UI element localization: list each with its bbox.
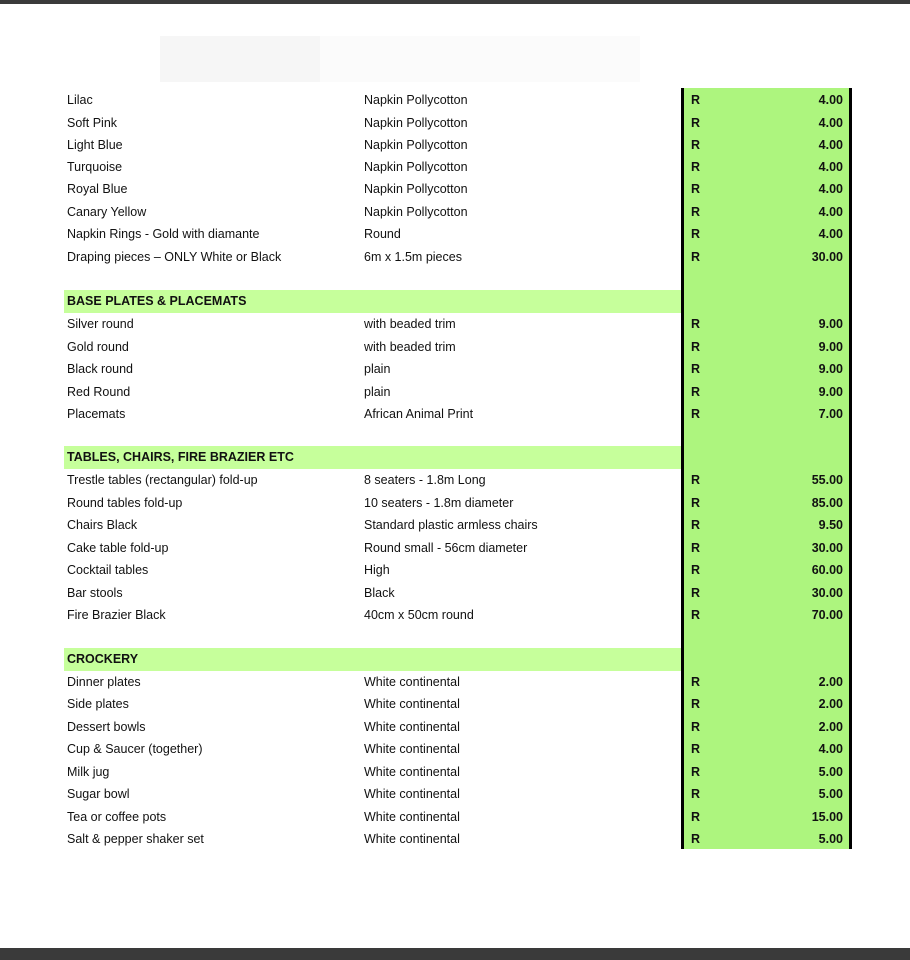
price-row — [0, 806, 910, 828]
price-row — [0, 89, 910, 111]
currency-symbol: R — [691, 608, 701, 622]
item-description: Round small - 56cm diameter — [364, 541, 528, 555]
item-name: Trestle tables (rectangular) fold-up — [67, 473, 258, 487]
currency-symbol: R — [691, 227, 701, 241]
item-description: Napkin Pollycotton — [364, 116, 468, 130]
price-row — [0, 604, 910, 626]
currency-symbol: R — [691, 205, 701, 219]
item-description: Round — [364, 227, 401, 241]
item-price: 4.00 — [818, 205, 843, 219]
currency-symbol: R — [691, 765, 701, 779]
price-row — [0, 112, 910, 134]
item-price: 70.00 — [811, 608, 843, 622]
item-description: Napkin Pollycotton — [364, 93, 468, 107]
currency-symbol: R — [691, 473, 701, 487]
currency-symbol: R — [691, 518, 701, 532]
item-price: 4.00 — [818, 138, 843, 152]
price-row — [0, 156, 910, 178]
section-title: TABLES, CHAIRS, FIRE BRAZIER ETC — [67, 450, 294, 464]
item-price: 4.00 — [818, 227, 843, 241]
item-price: 4.00 — [818, 93, 843, 107]
item-description: Napkin Pollycotton — [364, 138, 468, 152]
item-description: 8 seaters - 1.8m Long — [364, 473, 486, 487]
item-description: White continental — [364, 765, 460, 779]
item-price: 9.00 — [818, 340, 843, 354]
section-title: BASE PLATES & PLACEMATS — [67, 294, 247, 308]
currency-symbol: R — [691, 138, 701, 152]
price-row — [0, 178, 910, 200]
item-description: White continental — [364, 742, 460, 756]
item-description: 6m x 1.5m pieces — [364, 250, 462, 264]
item-price: 2.00 — [818, 697, 843, 711]
item-name: Placemats — [67, 407, 126, 421]
item-price: 4.00 — [818, 182, 843, 196]
item-name: Cake table fold-up — [67, 541, 169, 555]
currency-symbol: R — [691, 675, 701, 689]
currency-symbol: R — [691, 541, 701, 555]
item-description: with beaded trim — [364, 317, 456, 331]
item-name: Lilac — [67, 93, 93, 107]
section-header — [64, 648, 681, 671]
price-row — [0, 134, 910, 156]
currency-symbol: R — [691, 563, 701, 577]
item-price: 30.00 — [811, 586, 843, 600]
section-title: CROCKERY — [67, 652, 139, 666]
price-row — [0, 783, 910, 805]
currency-symbol: R — [691, 340, 701, 354]
price-row — [0, 223, 910, 245]
item-price: 30.00 — [811, 541, 843, 555]
item-price: 5.00 — [818, 787, 843, 801]
item-price: 15.00 — [811, 810, 843, 824]
item-description: African Animal Print — [364, 407, 474, 421]
item-price: 9.00 — [818, 385, 843, 399]
price-row — [0, 693, 910, 715]
currency-symbol: R — [691, 116, 701, 130]
price-row — [0, 582, 910, 604]
item-price: 2.00 — [818, 675, 843, 689]
item-name: Black round — [67, 362, 134, 376]
item-name: Dessert bowls — [67, 720, 146, 734]
item-name: Round tables fold-up — [67, 496, 183, 510]
currency-symbol: R — [691, 810, 701, 824]
currency-symbol: R — [691, 586, 701, 600]
currency-symbol: R — [691, 362, 701, 376]
item-price: 4.00 — [818, 160, 843, 174]
item-name: Sugar bowl — [67, 787, 130, 801]
currency-symbol: R — [691, 93, 701, 107]
item-name: Turquoise — [67, 160, 123, 174]
item-price: 85.00 — [811, 496, 843, 510]
item-description: Napkin Pollycotton — [364, 160, 468, 174]
price-row — [0, 514, 910, 536]
item-name: Canary Yellow — [67, 205, 147, 219]
item-price: 4.00 — [818, 742, 843, 756]
currency-symbol: R — [691, 250, 701, 264]
price-row — [0, 469, 910, 491]
item-name: Bar stools — [67, 586, 123, 600]
item-description: plain — [364, 362, 391, 376]
item-price: 4.00 — [818, 116, 843, 130]
item-name: Soft Pink — [67, 116, 118, 130]
price-row — [0, 671, 910, 693]
currency-symbol: R — [691, 697, 701, 711]
currency-symbol: R — [691, 832, 701, 846]
item-description: Napkin Pollycotton — [364, 205, 468, 219]
price-row — [0, 492, 910, 514]
price-row — [0, 313, 910, 335]
item-name: Draping pieces – ONLY White or Black — [67, 250, 282, 264]
item-description: High — [364, 563, 390, 577]
item-name: Napkin Rings - Gold with diamante — [67, 227, 260, 241]
price-row — [0, 201, 910, 223]
item-price: 9.00 — [818, 362, 843, 376]
item-description: with beaded trim — [364, 340, 456, 354]
price-row — [0, 403, 910, 425]
item-description: White continental — [364, 810, 460, 824]
currency-symbol: R — [691, 496, 701, 510]
item-name: Dinner plates — [67, 675, 141, 689]
currency-symbol: R — [691, 407, 701, 421]
price-row — [0, 381, 910, 403]
item-name: Cup & Saucer (together) — [67, 742, 203, 756]
section-header — [64, 446, 681, 469]
item-name: Fire Brazier Black — [67, 608, 166, 622]
price-row — [0, 738, 910, 760]
currency-symbol: R — [691, 742, 701, 756]
item-name: Salt & pepper shaker set — [67, 832, 204, 846]
item-price: 7.00 — [818, 407, 843, 421]
currency-symbol: R — [691, 720, 701, 734]
price-row — [0, 716, 910, 738]
price-row — [0, 358, 910, 380]
item-price: 5.00 — [818, 765, 843, 779]
price-row — [0, 246, 910, 268]
currency-symbol: R — [691, 182, 701, 196]
item-price: 55.00 — [811, 473, 843, 487]
item-description: White continental — [364, 787, 460, 801]
price-row — [0, 828, 910, 850]
item-description: plain — [364, 385, 391, 399]
item-name: Tea or coffee pots — [67, 810, 167, 824]
item-description: White continental — [364, 675, 460, 689]
item-description: Black — [364, 586, 395, 600]
currency-symbol: R — [691, 160, 701, 174]
item-price: 9.00 — [818, 317, 843, 331]
item-name: Silver round — [67, 317, 134, 331]
item-name: Cocktail tables — [67, 563, 149, 577]
item-price: 60.00 — [811, 563, 843, 577]
item-description: Standard plastic armless chairs — [364, 518, 538, 532]
item-name: Side plates — [67, 697, 129, 711]
item-price: 2.00 — [818, 720, 843, 734]
item-price: 5.00 — [818, 832, 843, 846]
item-name: Royal Blue — [67, 182, 128, 196]
item-name: Red Round — [67, 385, 131, 399]
price-row — [0, 761, 910, 783]
currency-symbol: R — [691, 385, 701, 399]
item-name: Milk jug — [67, 765, 110, 779]
item-description: Napkin Pollycotton — [364, 182, 468, 196]
section-header — [64, 290, 681, 313]
price-row — [0, 336, 910, 358]
item-price: 9.50 — [818, 518, 843, 532]
currency-symbol: R — [691, 317, 701, 331]
item-name: Light Blue — [67, 138, 123, 152]
item-description: 40cm x 50cm round — [364, 608, 474, 622]
item-description: White continental — [364, 832, 460, 846]
item-name: Chairs Black — [67, 518, 138, 532]
price-row — [0, 559, 910, 581]
item-description: White continental — [364, 720, 460, 734]
price-row — [0, 537, 910, 559]
currency-symbol: R — [691, 787, 701, 801]
item-description: White continental — [364, 697, 460, 711]
item-description: 10 seaters - 1.8m diameter — [364, 496, 514, 510]
item-price: 30.00 — [811, 250, 843, 264]
item-name: Gold round — [67, 340, 129, 354]
